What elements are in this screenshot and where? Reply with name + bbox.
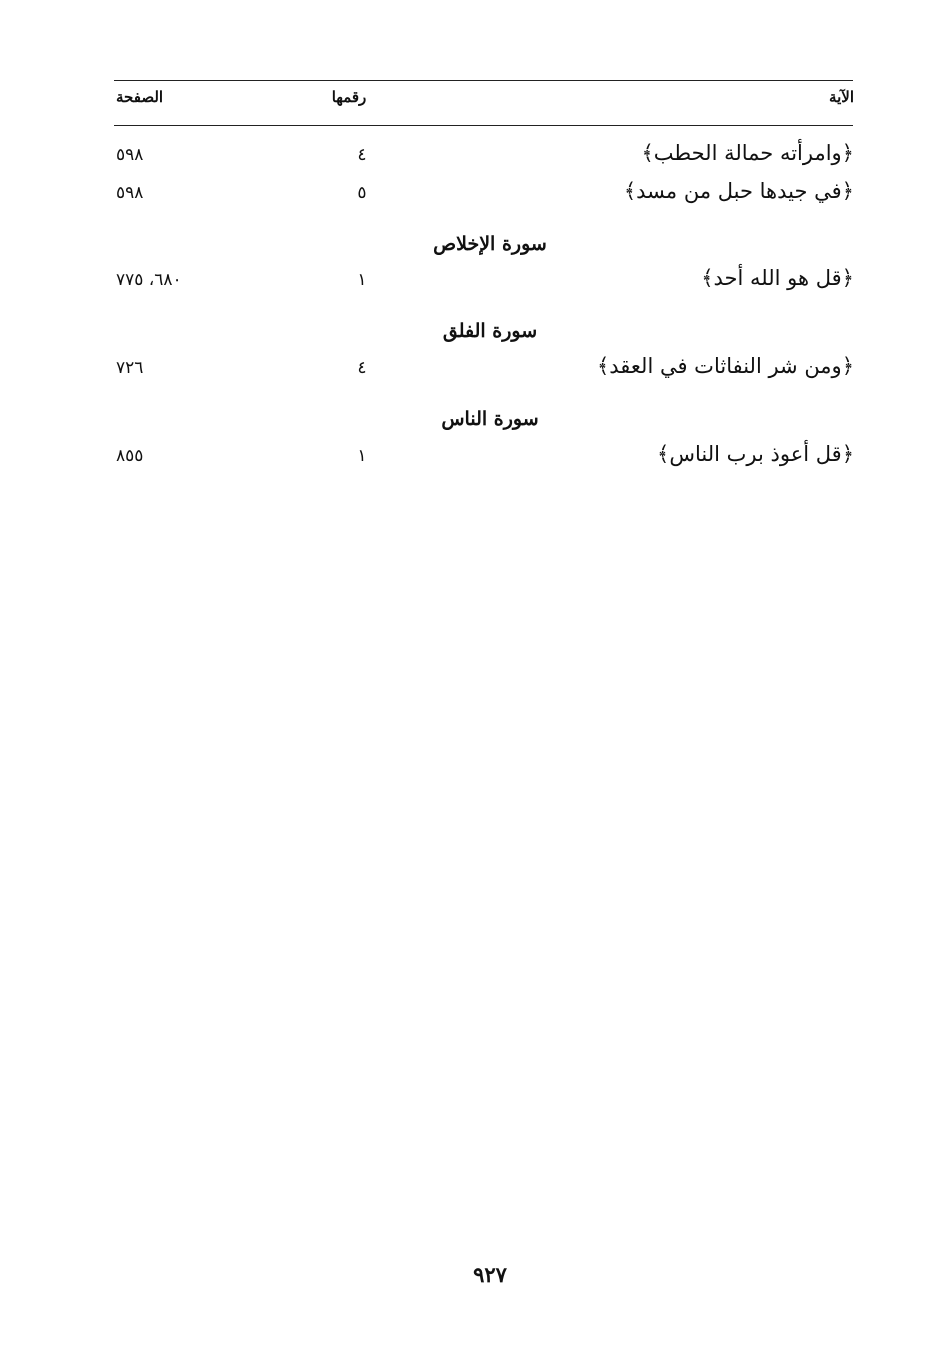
header-top-rule <box>114 80 853 81</box>
header-verse: الآية <box>829 88 854 106</box>
header-number: رقمها <box>331 88 367 106</box>
verse-text: ﴿في جيدها حبل من مسد﴾ <box>623 179 854 203</box>
verse-text: ﴿وامرأته حمالة الحطب﴾ <box>641 141 854 165</box>
page-number: ٩٢٧ <box>473 1262 507 1287</box>
page-reference: ٨٥٥ <box>116 446 144 466</box>
page-reference: ٥٩٨ <box>116 183 144 203</box>
header-bottom-rule <box>114 125 853 126</box>
verse-number: ١ <box>357 446 367 466</box>
header-page: الصفحة <box>116 88 164 106</box>
verse-number: ٤ <box>357 145 367 165</box>
table-row <box>0 266 940 296</box>
surah-heading: سورة الفلق <box>442 320 538 342</box>
page-reference: ٥٩٨ <box>116 145 144 165</box>
table-row <box>0 141 940 171</box>
table-row <box>0 442 940 472</box>
page-reference: ٧٢٦ <box>116 358 144 378</box>
table-row <box>0 179 940 209</box>
surah-heading: سورة الناس <box>441 408 539 430</box>
verse-text: ﴿ومن شر النفاثات في العقد﴾ <box>596 354 854 378</box>
verse-number: ٥ <box>357 183 367 203</box>
verse-number: ٤ <box>357 358 367 378</box>
table-row <box>0 354 940 384</box>
surah-heading: سورة الإخلاص <box>433 233 547 255</box>
verse-text: ﴿قل هو الله أحد﴾ <box>701 266 854 290</box>
verse-number: ١ <box>357 270 367 290</box>
page-reference: ٦٨٠، ٧٧٥ <box>116 270 182 290</box>
verse-text: ﴿قل أعوذ برب الناس﴾ <box>657 442 854 466</box>
